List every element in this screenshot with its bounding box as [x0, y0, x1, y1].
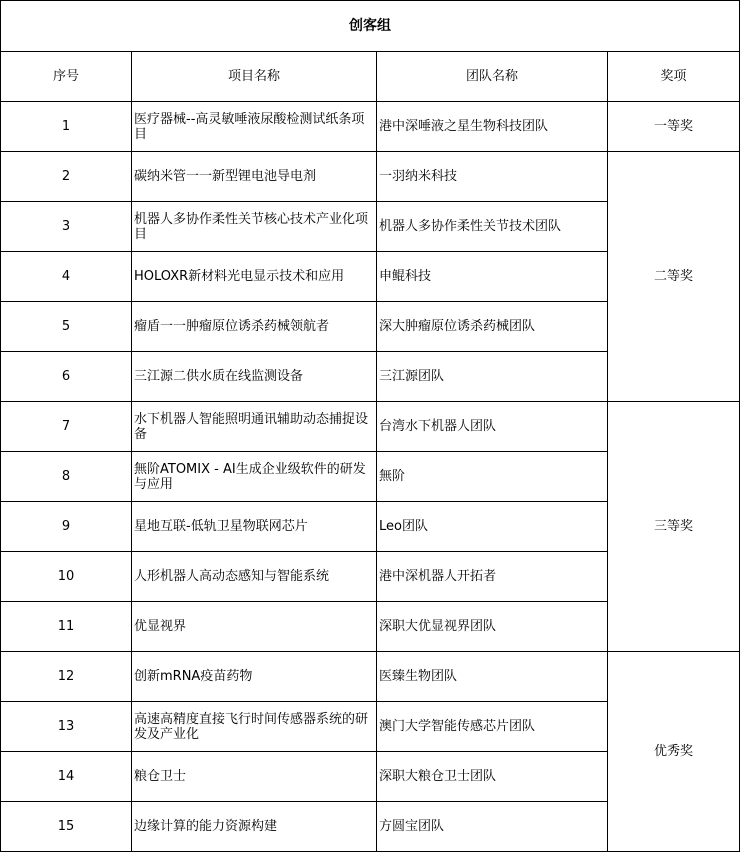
row-project-name: 無阶ATOMIX - AI生成企业级软件的研发与应用: [132, 452, 377, 502]
row-team-name: 港中深机器人开拓者: [377, 552, 608, 602]
row-project-name: 人形机器人高动态感知与智能系统: [132, 552, 377, 602]
table-row: [1, 402, 740, 452]
row-project-name: 星地互联-低轨卫星物联网芯片: [132, 502, 377, 552]
row-team-name: 申鲲科技: [377, 252, 608, 302]
row-index: 11: [1, 602, 132, 652]
row-index: 2: [1, 152, 132, 202]
row-team-name: 机器人多协作柔性关节技术团队: [377, 202, 608, 252]
row-project-name: 医疗器械--高灵敏唾液尿酸检测试纸条项目: [132, 102, 377, 152]
row-team-name: 三江源团队: [377, 352, 608, 402]
table-row: [1, 652, 740, 702]
award-cell: 优秀奖: [608, 652, 740, 852]
row-team-name: 医臻生物团队: [377, 652, 608, 702]
row-index: 7: [1, 402, 132, 452]
row-project-name: 机器人多协作柔性关节核心技术产业化项目: [132, 202, 377, 252]
row-index: 10: [1, 552, 132, 602]
row-index: 5: [1, 302, 132, 352]
row-project-name: HOLOXR新材料光电显示技术和应用: [132, 252, 377, 302]
row-index: 9: [1, 502, 132, 552]
row-team-name: 港中深唾液之星生物科技团队: [377, 102, 608, 152]
row-team-name: 方圆宝团队: [377, 802, 608, 852]
row-index: 14: [1, 752, 132, 802]
row-team-name: 澳门大学智能传感芯片团队: [377, 702, 608, 752]
row-index: 3: [1, 202, 132, 252]
header-row: [1, 52, 740, 102]
table-row: [1, 102, 740, 152]
row-project-name: 水下机器人智能照明通讯辅助动态捕捉设备: [132, 402, 377, 452]
row-index: 15: [1, 802, 132, 852]
row-project-name: 碳纳米管一一新型锂电池导电剂: [132, 152, 377, 202]
row-project-name: 创新mRNA疫苗药物: [132, 652, 377, 702]
header-award: 奖项: [608, 52, 740, 102]
row-project-name: 高速高精度直接飞行时间传感器系统的研发及产业化: [132, 702, 377, 752]
row-index: 13: [1, 702, 132, 752]
row-index: 6: [1, 352, 132, 402]
row-team-name: 深职大优显视界团队: [377, 602, 608, 652]
row-project-name: 边缘计算的能力资源构建: [132, 802, 377, 852]
row-index: 8: [1, 452, 132, 502]
header-project: 项目名称: [132, 52, 377, 102]
table-body: [1, 102, 740, 852]
row-team-name: Leo团队: [377, 502, 608, 552]
table-title: 创客组: [1, 1, 740, 52]
row-project-name: 瘤盾一一肿瘤原位诱杀药械领航者: [132, 302, 377, 352]
row-index: 12: [1, 652, 132, 702]
row-project-name: 三江源二供水质在线监测设备: [132, 352, 377, 402]
row-project-name: 优显视界: [132, 602, 377, 652]
row-project-name: 粮仓卫士: [132, 752, 377, 802]
row-team-name: 一羽纳米科技: [377, 152, 608, 202]
row-index: 4: [1, 252, 132, 302]
award-cell: 一等奖: [608, 102, 740, 152]
table-row: [1, 152, 740, 202]
award-cell: 二等奖: [608, 152, 740, 402]
header-team: 团队名称: [377, 52, 608, 102]
header-index: 序号: [1, 52, 132, 102]
row-team-name: 深大肿瘤原位诱杀药械团队: [377, 302, 608, 352]
row-team-name: 台湾水下机器人团队: [377, 402, 608, 452]
title-row: [1, 1, 740, 52]
row-team-name: 無阶: [377, 452, 608, 502]
award-cell: 三等奖: [608, 402, 740, 652]
row-index: 1: [1, 102, 132, 152]
row-team-name: 深职大粮仓卫士团队: [377, 752, 608, 802]
